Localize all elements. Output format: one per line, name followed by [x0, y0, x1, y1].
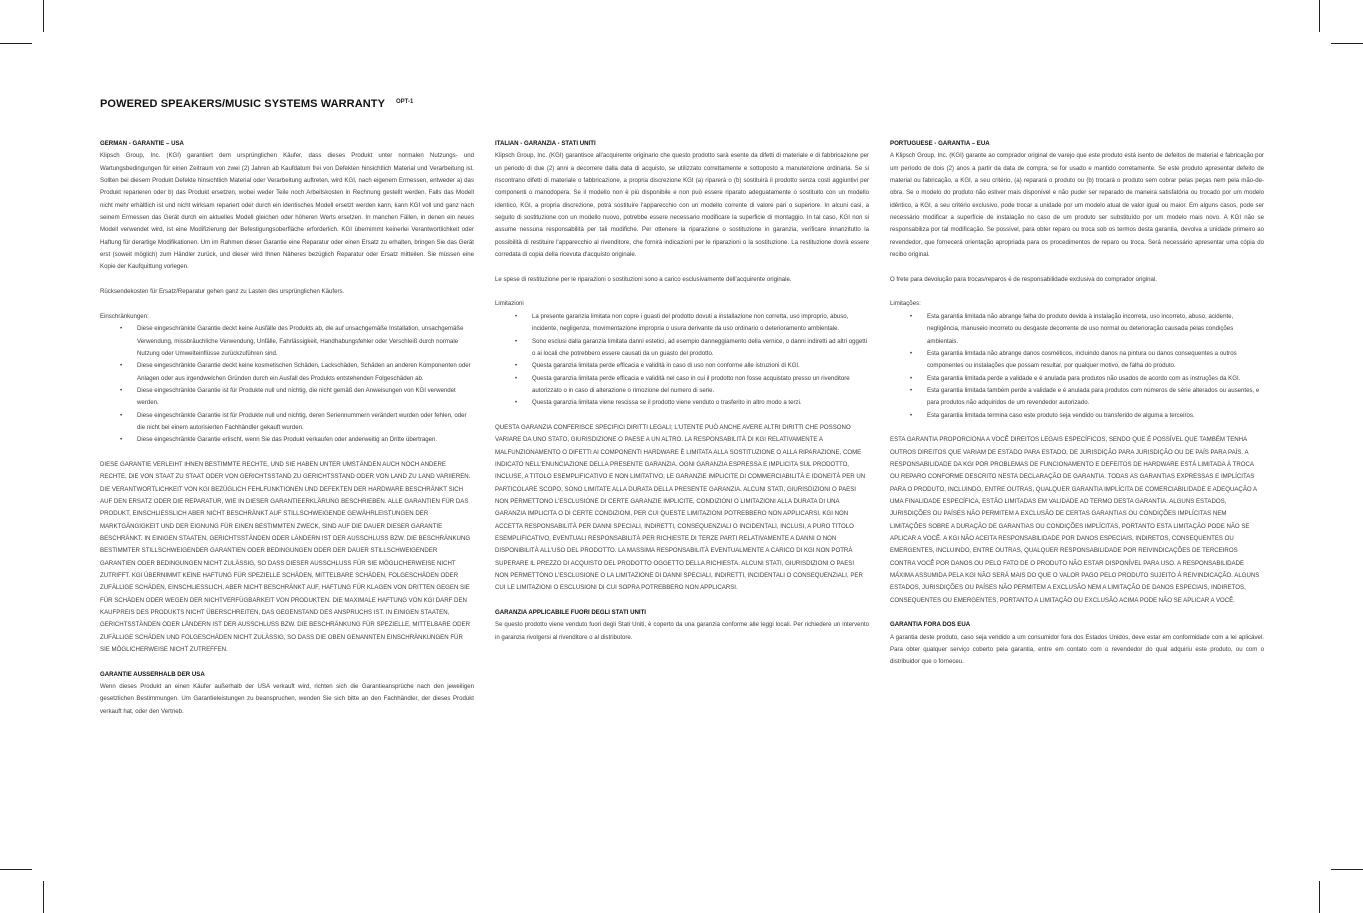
- limitations-label: Einschränkungen:: [100, 312, 149, 320]
- list-item: • Diese eingeschränkte Garantie erlischt, wenn Sie das Produkt verkaufen oder anderweitig an Dritte übertragen.: [135, 434, 474, 446]
- section-heading: PORTUGUESE - GARANTIA – EUA: [890, 140, 990, 147]
- crop-mark: [0, 869, 32, 870]
- list-item: • Diese eingeschränkte Garantie deckt keine kosmetischen Schäden, Lackschäden, Schäden an anderen Komponenten oder Anlagen oder aus irgendwelchen Gründen durch ein Ausfall des Produkts entstehenden Folgeschäden ab.: [135, 360, 474, 385]
- outside-warranty-text: A garantia deste produto, caso seja vendido a um consumidor fora dos Estados Unidos, deve estar em conformidade com a lei aplicável. Para obter qualquer serviço coberto pela garantia, entre em contato com o revendedor do qual adquiriu este produto, ou com o distribuidor que o forneceu.: [890, 633, 1264, 666]
- list-item: • Sono esclusi dalla garanzia limitata danni estetici, ad esempio danneggiamento della vernice, o danni indiretti ad altri oggetti o ai locali che potrebbero essere causati da un guasto del prodotto.: [530, 336, 869, 361]
- crop-mark: [0, 43, 32, 44]
- warranty-intro: Klipsch Group, Inc. (KGI) garantisce all'acquirente originario che questo prodotto sarà esente da difetti di materiale e di fabbricazione per un periodo di due (2) anni a decorrere dalla data di acquisto, se utilizzato correttamente e sottoposto a manutenzione ordinaria. Se si riscontrano difetti di materiale o fabbricazione, a propria discrezione KGI (a) riparerà o (b) sostituirà il prodotto senza costi aggiuntivi per componenti o manodopera. Se il modello non è più disponibile e non può essere riparato adeguatamente o sostituito con un modello identico, KGI, a propria discrezione, potrà sostituire l'apparecchio con un modello corrente di valore pari o superiore. In alcuni casi, a seguito di sostituzione con un modello nuovo, potrebbe essere necessario modificare la superficie di montaggio. In tal caso, KGI non si assume nessuna responsabilità per tali modifiche. Per ottenere la riparazione o sostituzione in garanzia, verificare innanzitutto la possibilità di restituire l'apparecchio al rivenditore, che fornirà indicazioni per le riparazioni o la sostituzione. La restituzione dovrà essere corredata di copia della ricevuta d'acquisto originale.: [495, 152, 869, 259]
- limitations-label: Limitazioni: [495, 300, 524, 308]
- warranty-intro: A Klipsch Group, Inc. (KGI) garante ao comprador original de varejo que este produto está isento de defeitos de material e fabricação por um período de dois (2) anos a partir da data de compra, se for usado e mantido corretamente. Se este produto apresentar defeito de material ou fabricação, a KGI, a seu critério, (a) reparará o produto ou (b) trocará o produto sem cobrar pelas peças nem pela mão-de-obra. Se o modelo do produto não estiver mais disponível e não puder ser reparado de maneira satisfatória ou trocado por um modelo idêntico, a KGI, a seu critério exclusivo, pode trocar a unidade por um modelo atual de valor igual ou maior. Em alguns casos, pode ser necessário modificar a superfície de instalação no caso de um produto ser substituído por um modelo mais novo. A KGI não se responsabiliza por tal modificação. Se possível, para obter reparo ou troca sob os termos desta garantia, devolva a unidade primeiro ao revendedor, que fornecerá orientação apropriada para os procedimentos de reparo ou troca. Será necessário apresentar uma cópia do recibo original.: [890, 152, 1264, 259]
- legal-disclaimer: ESTA GARANTIA PROPORCIONA A VOCÊ DIREITOS LEGAIS ESPECÍFICOS, SENDO QUE É POSSÍVEL QUE TAMBÉM TENHA OUTROS DIREITOS QUE VARIAM DE ESTADO PARA ESTADO, DE JURISDIÇÃO PARA JURISDIÇÃO OU DE PAÍS PARA PAÍS. A RESPONSABILIDADE DA KGI POR PROBLEMAS DE FUNCIONAMENTO E DEFEITOS DE HARDWARE ESTÁ LIMITADA À TROCA OU REPARO CONFORME DESCRITO NESTA DECLARAÇÃO DE GARANTIA. TODAS AS GARANTIAS EXPRESSAS E IMPLÍCITAS PARA O PRODUTO, INCLUINDO, ENTRE OUTRAS, QUALQUER GARANTIA IMPLÍCITA DE COMERCIABILIDADE E ADEQUAÇÃO A UMA FINALIDADE ESPECÍFICA, ESTÃO LIMITADAS EM VALIDADE AO TERMO DESTA GARANTIA. ALGUNS ESTADOS, JURISDIÇÕES OU PAÍSES NÃO PERMITEM A EXCLUSÃO DE CERTAS GARANTIAS OU CONDIÇÕES IMPLÍCITAS NEM LIMITAÇÕES SOBRE A DURAÇÃO DE GARANTIAS OU CONDIÇÕES IMPLÍCITAS, PORTANTO ESTA LIMITAÇÃO PODE NÃO SE APLICAR A VOCÊ. A KGI NÃO ACEITA RESPONSABILIDADE POR DANOS ESPECIAIS, INDIRETOS, CONSEQUENTES OU EMERGENTES, INCLUINDO, ENTRE OUTRAS, QUALQUER RESPONSABILIDADE POR REIVINDICAÇÕES DE TERCEIROS CONTRA VOCÊ POR DANOS OU PELO FATO DE O PRODUTO NÃO ESTAR DISPONÍVEL PARA USO. A RESPONSABILIDADE MÁXIMA ASSUMIDA PELA KGI NÃO SERÁ MAIS DO QUE O VALOR PAGO PELO PRODUTO SUJEITO À REIVINDICAÇÃO. ALGUNS ESTADOS, JURISDIÇÕES OU PAÍSES NÃO PERMITEM A EXCLUSÃO NEM A LIMITAÇÃO DE DANOS ESPECIAIS, INDIRETOS, CONSEQUENTES OU EMERGENTES, PORTANTO A LIMITAÇÃO OU EXCLUSÃO ACIMA PODE NÃO SE APLICAR A VOCÊ.: [890, 436, 1260, 604]
- crop-mark: [43, 0, 44, 32]
- list-item: • Questa garanzia limitata perde efficacia e validità nel caso in cui il prodotto non fosse acquistato presso un rivenditore autorizzato o in caso di alterazione o rimozione del numero di serie.: [530, 373, 869, 398]
- limitations-list: [495, 311, 869, 410]
- outside-warranty-text: Wenn dieses Produkt an einen Käufer außerhalb der USA verkauft wird, richten sich die Garantieansprüche nach den jeweiligen gesetzlichen Bestimmungen. Um Garantieleistungen zu beanspruchen, wenden Sie sich bitte an den Fachhändler, der dieses Produkt verkauft hat, oder den Vertrieb.: [100, 683, 474, 715]
- limitations-list: [890, 311, 1264, 422]
- german-section: [100, 138, 474, 718]
- portuguese-section: [890, 138, 1264, 669]
- list-item: • Diese eingeschränkte Garantie ist für Produkte null und nichtig, die nicht gemäß den Anweisungen von KGI verwendet werden.: [135, 385, 474, 410]
- list-item: • Esta garantia limitada não abrange falha do produto devida à instalação incorreta, uso incorreto, abuso, acidente, negligência, manuseio incorreto ou desgaste decorrente de uso normal ou deterioração causada pelas condições ambientais.: [925, 311, 1264, 348]
- crop-mark: [1331, 43, 1363, 44]
- return-shipping-note: O frete para devolução para trocas/reparos é de responsabilidade exclusiva do comprador original.: [890, 275, 1157, 283]
- page-title: POWERED SPEAKERS/MUSIC SYSTEMS WARRANTY: [100, 98, 386, 110]
- outside-warranty-text: Se questo prodotto viene venduto fuori degli Stati Uniti, è coperto da una garanzia conforme alle leggi locali. Per richiedere un intervento in garanzia rivolgersi al rivenditore o al distributore.: [495, 621, 869, 641]
- section-heading: GARANTIA FORA DOS EUA: [890, 621, 971, 629]
- list-item: • Diese eingeschränkte Garantie deckt keine Ausfälle des Produkts ab, die auf unsachgemäße Installation, unsachgemäße Verwendung, missbräuchliche Verwendung, Unfälle, Fahrlässigkeit, Handhabungsfehler oder Verschleiß durch normale Nutzung oder Umwelteinflüsse zurückzuführen sind.: [135, 323, 474, 360]
- crop-mark: [1319, 881, 1320, 913]
- limitations-list: [100, 323, 474, 446]
- list-item: • Esta garantia limitada termina caso este produto seja vendido ou transferido de alguma a terceiros.: [925, 410, 1264, 422]
- section-heading: GARANTIE AUSSERHALB DER USA: [100, 670, 205, 678]
- legal-disclaimer: DIESE GARANTIE VERLEIHT IHNEN BESTIMMTE RECHTE, UND SIE HABEN UNTER UMSTÄNDEN AUCH NOCH ANDERE RECHTE, DIE VON STAAT ZU STAAT ODER VON GERICHTSSTAND ZU GERICHTSSTAND ODER VON LAND ZU LAND VARIIEREN. DIE VERANTWORTLICHKEIT VON KGI BEZÜGLICH FEHLFUNKTIONEN UND DEFEKTEN DER HARDWARE BESCHRÄNKT SICH AUF DEN ERSATZ ODER DIE REPARATUR, WIE IN DIESER GARANTIEERKLÄRUNG BESCHRIEBEN. ALLE GARANTIEN FÜR DAS PRODUKT, EINSCHLIESSLICH ABER NICHT BESCHRÄNKT AUF STILLSCHWEIGENDE GEWÄHRLEISTUNGEN DER MARKTGÄNGIGKEIT UND DER EIGNUNG FÜR EINEN BESTIMMTEN ZWECK, SIND AUF DIE DAUER DIESER GARANTIE BESCHRÄNKT. IN EINIGEN STAATEN, GERICHTSSTÄNDEN ODER LÄNDERN IST DER AUSSCHLUSS BZW. DIE BESCHRÄNKUNG BESTIMMTER STILLSCHWEIGENDER GARANTIEN ODER BEDINGUNGEN ODER DER DAUER STILLSCHWEIGENDER GARANTIEN ODER BEDINGUNGEN NICHT ZULÄSSIG, SO DASS DIESER AUSSCHLUSS FÜR SIE MÖGLICHERWEISE NICHT ZUTRIFFT. KGI ÜBERNIMMT KEINE HAFTUNG FÜR SPEZIELLE SCHÄDEN, MITTELBARE SCHÄDEN, FOLGESCHÄDEN ODER ZUFÄLLIGE SCHÄDEN, EINSCHLIESSLICH, ABER NICHT BESCHRÄNKT AUF, HAFTUNG FÜR KLAGEN VON DRITTEN GEGEN SIE FÜR SCHÄDEN ODER WEGEN DER NICHTVERFÜGBARKEIT VON PRODUKTEN. DIE MAXIMALE HAFTUNG VON KGI DARF DEN KAUFPREIS DES PRODUKTS NICHT ÜBERSCHREITEN, DAS GEGENSTAND DES ANSPRUCHS IST. IN EINIGEN STAATEN, GERICHTSSTÄNDEN ODER LÄNDERN IST DER AUSSCHLUSS BZW. DIE BESCHRÄNKUNG FÜR SPEZIELLE, MITTELBARE ODER ZUFÄLLIGE SCHÄDEN UND FOLGESCHÄDEN NICHT ZULÄSSIG, SO DASS DIE OBEN GENANNTEN EINSCHRÄNKUNGEN FÜR SIE MÖGLICHERWEISE NICHT ZUTREFFEN.: [100, 460, 471, 654]
- section-heading: GARANZIA APPLICABILE FUORI DEGLI STATI UNITI: [495, 609, 646, 617]
- section-heading: ITALIAN - GARANZIA - STATI UNITI: [495, 140, 596, 147]
- crop-mark: [43, 881, 44, 913]
- italian-section: [495, 138, 869, 644]
- return-shipping-note: Le spese di restituzione per le riparazioni o sostituzioni sono a carico esclusivamente dell'acquirente originale.: [495, 275, 792, 283]
- limitations-label: Limitações:: [890, 300, 921, 308]
- list-item: • Esta garantia limitada não abrange danos cosméticos, incluindo danos na pintura ou danos consequentes a outros componentes ou instalações que possam resultar, por qualquer motivo, de falha do produto.: [925, 348, 1264, 373]
- list-item: • Esta garantia limitada perde a validade e é anulada para produtos não usados de acordo com as instruções da KGI.: [925, 373, 1264, 385]
- list-item: • Esta garantia limitada também perde a validade e é anulada para produtos com números de série alterados ou ausentes, e para produtos não adquiridos de um revendedor autorizado.: [925, 385, 1264, 410]
- legal-disclaimer: QUESTA GARANZIA CONFERISCE SPECIFICI DIRITTI LEGALI; L'UTENTE PUÒ ANCHE AVERE ALTRI DIRITTI CHE POSSONO VARIARE DA UNO STATO, GIURISDIZIONE O PAESE A UN ALTRO. LA RESPONSABILITÀ DI KGI RELATIVAMENTE A MALFUNZIONAMENTO O DIFETTI AI COMPONENTI HARDWARE È LIMITATA ALLA SOSTITUZIONE O ALLA RIPARAZIONE, COME INDICATO NELL'ENUNCIAZIONE DELLA PRESENTE GARANZIA. OGNI GARANZIA ESPRESSA E IMPLICITA SUL PRODOTTO, INCLUSE, A TITOLO ESEMPLIFICATIVO E NON LIMITATIVO, LE GARANZIE IMPLICITE DI COMMERCIABILITÀ E IDONEITÀ PER UN PARTICOLARE SCOPO, SONO LIMITATE ALLA DURATA DELLA PRESENTE GARANZIA. ALCUNI STATI, GIURISDIZIONI O PAESI NON PERMETTONO L'ESCLUSIONE DI CERTE GARANZIE IMPLICITE, CONDIZIONI O LIMITAZIONI ALLA DURATA DI UNA GARANZIA IMPLICITA O DI CERTE CONDIZIONI, PER CUI QUESTE LIMITAZIONI POTREBBERO NON APPLICARSI. KGI NON ACCETTA RESPONSABILITÀ PER DANNI SPECIALI, INDIRETTI, CONSEQUENZIALI O INCIDENTALI, INCLUSI, A PURO TITOLO ESEMPLIFICATIVO, EVENTUALI RESPONSABILITÀ PER RICHIESTE DI TERZE PARTI RELATIVAMENTE A DANNI O NON DISPONIBILITÀ ALL'USO DEL PRODOTTO. LA MASSIMA RESPONSABILITÀ EVENTUALMENTE A CARICO DI KGI NON POTRÀ SUPERARE IL PREZZO DI ACQUISTO DEL PRODOTTO OGGETTO DELLA RICHIESTA. ALCUNI STATI, GIURISDIZIONI O PAESI NON PERMETTONO L'ESCLUSIONE O LA LIMITAZIONE DI DANNI SPECIALI, INDIRETTI, INCIDENTALI O CONSEQUENZIALI, PER CUI LE LIMITAZIONI O ESCLUSIONI DI CUI SOPRA POTREBBERO NON APPLICARSI.: [495, 423, 866, 592]
- list-item: • Diese eingeschränkte Garantie ist für Produkte null und nichtig, deren Seriennummern verändert wurden oder fehlen, oder die nicht bei einem autorisierten Fachhändler gekauft wurden.: [135, 410, 474, 435]
- return-shipping-note: Rücksendekosten für Ersatz/Reparatur gehen ganz zu Lasten des ursprünglichen Käufers.: [100, 288, 345, 296]
- list-item: • Questa garanzia limitata viene rescissa se il prodotto viene venduto o trasferito in altro modo a terzi.: [530, 397, 869, 409]
- list-item: • Questa garanzia limitata perde efficacia e validità in caso di uso non conforme alle istruzioni di KGI.: [530, 360, 869, 372]
- list-item: • La presente garanzia limitata non copre i guasti del prodotto dovuti a installazione non corretta, uso improprio, abuso, incidente, negligenza, movimentazione impropria o usura derivante da uso ordinario o deterioramento ambientale.: [530, 311, 869, 336]
- warranty-intro: Klipsch Group, Inc. (KGI) garantiert dem ursprünglichen Käufer, dass dieses Produkt unter normalen Nutzungs- und Wartungsbedingungen für einen Zeitraum von zwei (2) Jahren ab Kaufdatum frei von Defekten hinsichtlich Material und Verarbeitung ist. Sollten bei diesem Produkt Defekte hinsichtlich Material oder Verarbeitung auftreten, wird KGI, nach eigenem Ermessen, entweder a) das Produkt reparieren oder b) das Produkt ersetzen, wobei weder Teile noch Arbeitskosten in Rechnung gestellt werden. Falls das Modell nicht mehr erhältlich ist und nicht wirksam repariert oder durch ein identisches Modell ersetzt werden kann, kann KGI voll und ganz nach seinem Ermessen das Gerät durch ein aktuelles Modell gleichen oder höheren Werts ersetzen. In manchen Fällen, in denen ein neues Modell verwendet wird, ist eine Modifizierung der Befestigungsoberfläche erforderlich. KGI übernimmt keinerlei Verantwortlichkeit oder Haftung für derartige Modifikationen. Um im Rahmen dieser Garantie eine Reparatur oder einen Ersatz zu erhalten, bringen Sie das Gerät erst (soweit möglich) zum Händler zurück, und dieser wird Ihnen Näheres bezüglich Reparatur oder Ersatz mitteilen. Sie müssen eine Kopie der Kaufquittung vorlegen.: [100, 152, 474, 271]
- crop-mark: [1319, 0, 1320, 32]
- document-code: OPT-1: [396, 99, 414, 105]
- section-heading: GERMAN - GARANTIE – USA: [100, 140, 184, 147]
- crop-mark: [1331, 869, 1363, 870]
